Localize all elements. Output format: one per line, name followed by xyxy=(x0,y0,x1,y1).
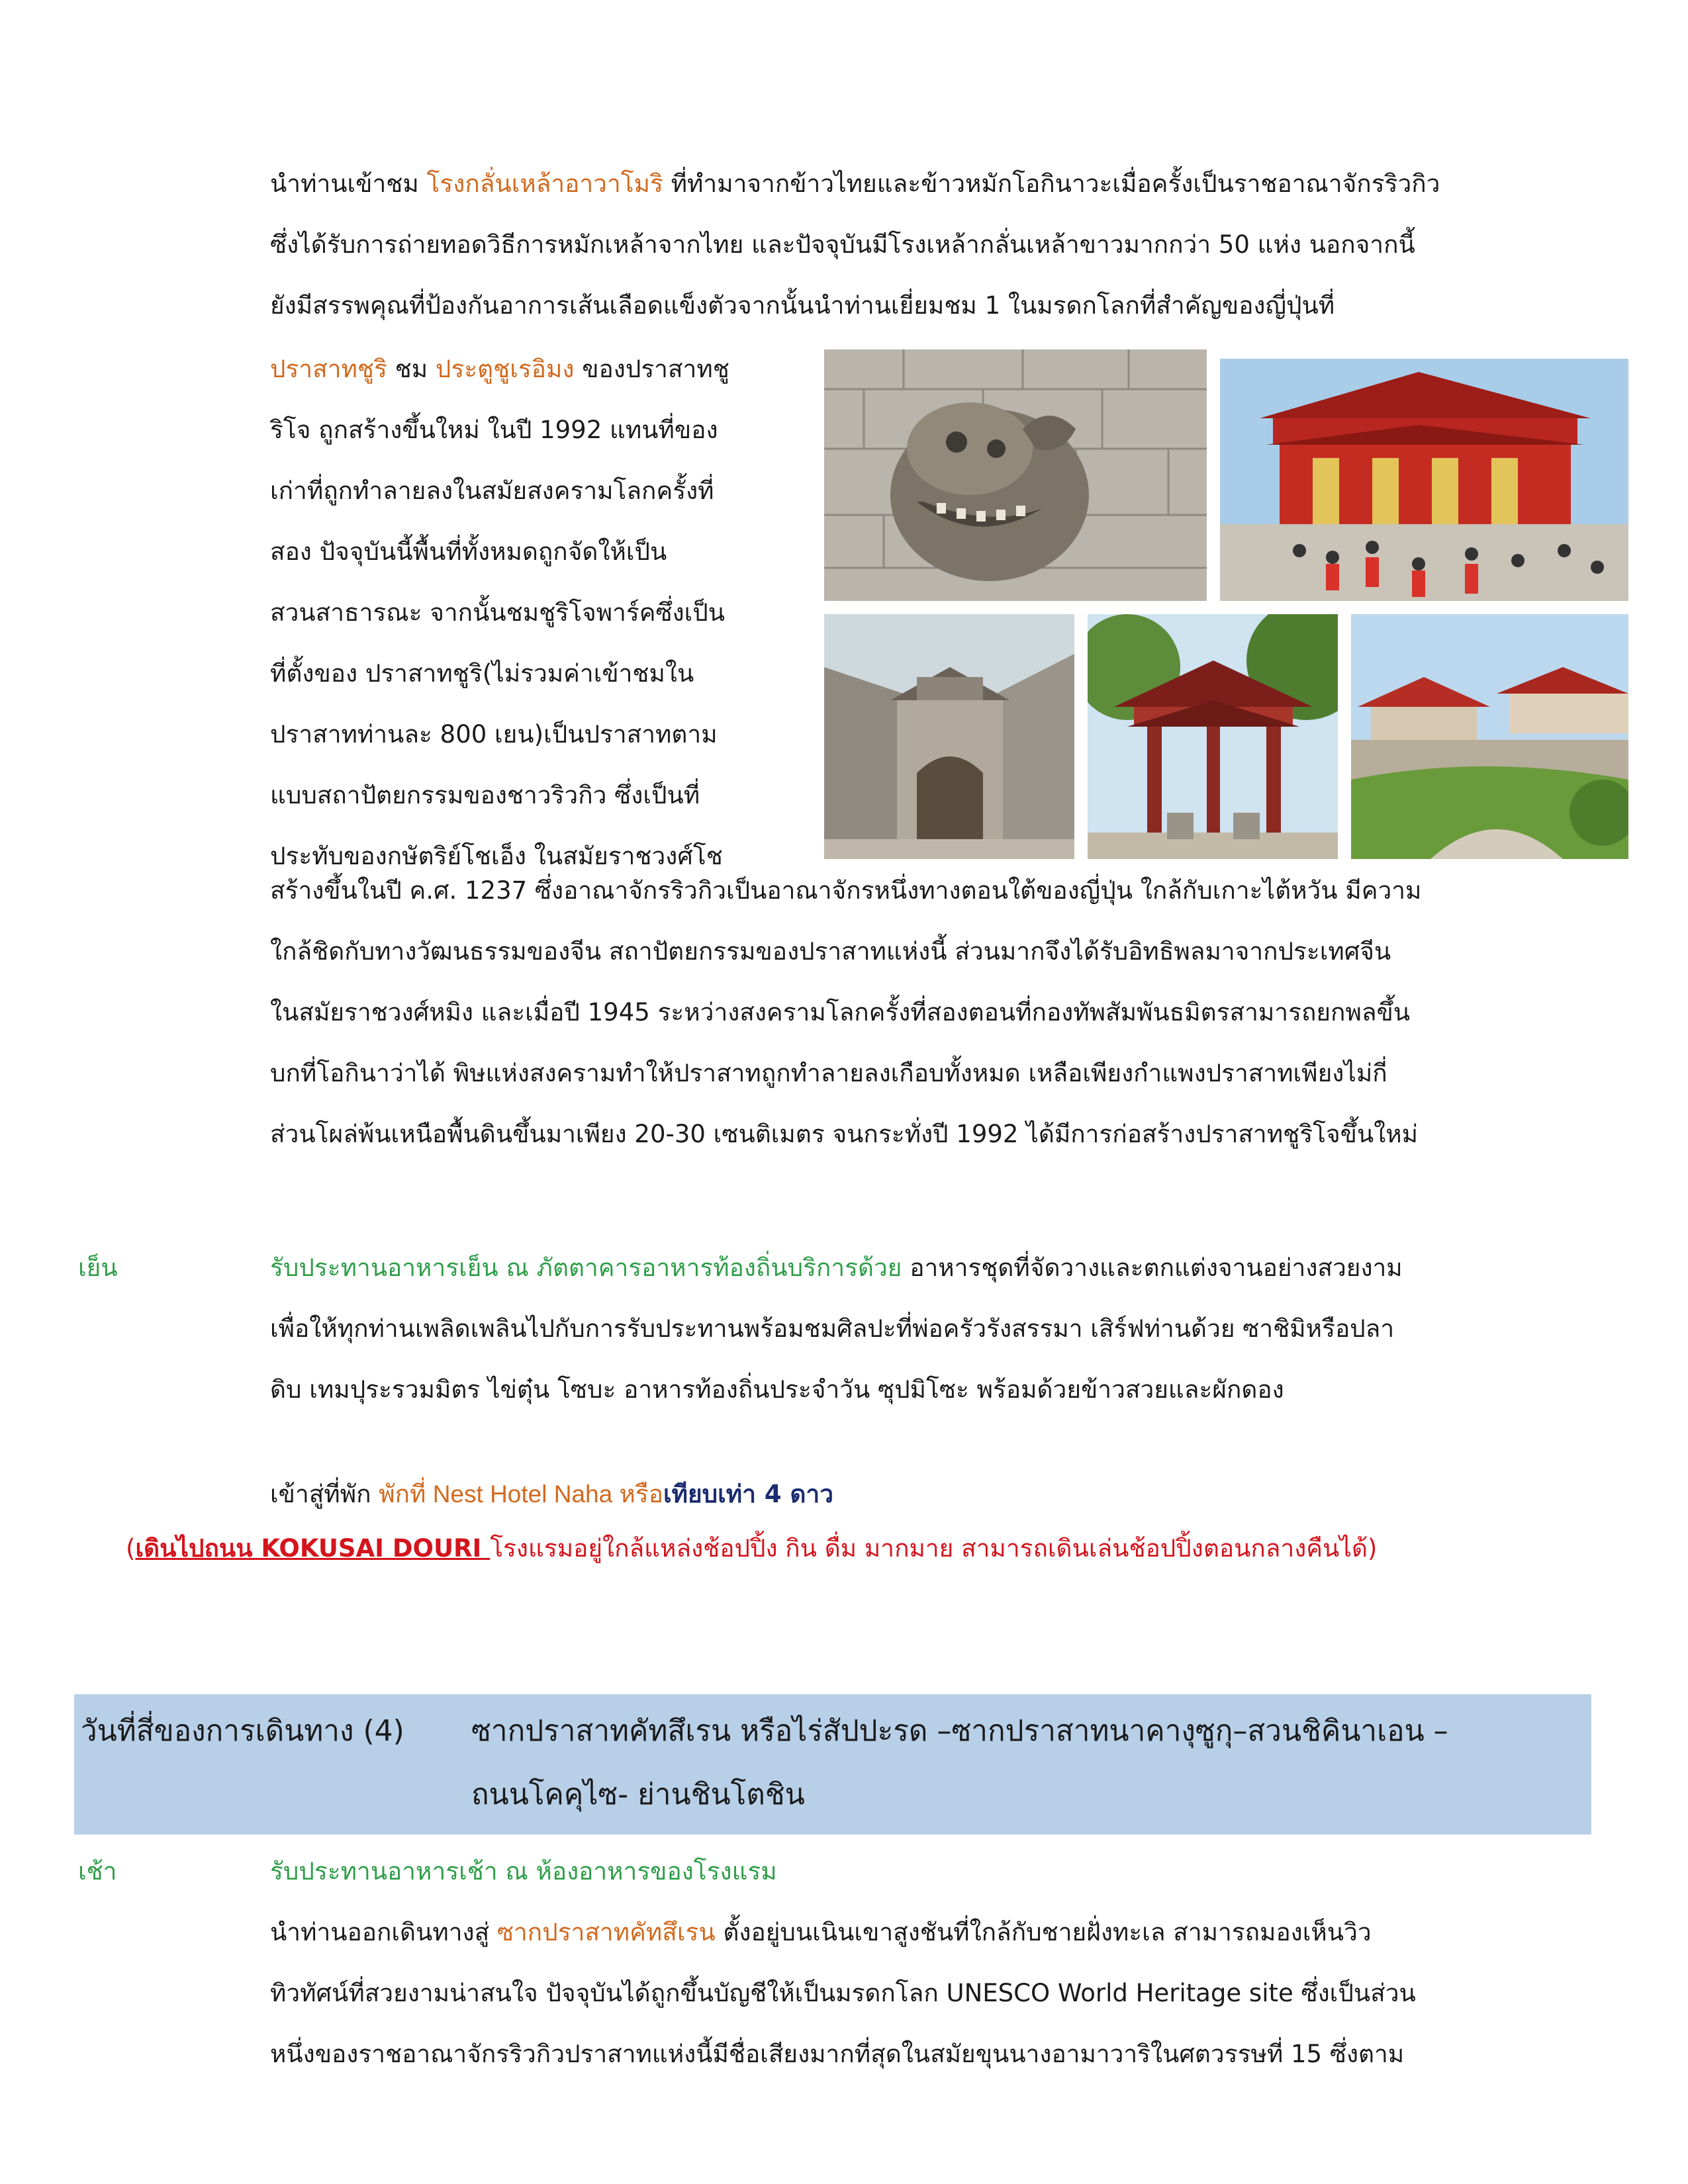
castle-rooftops-photo xyxy=(1351,614,1628,859)
text: โรงแรมอยู่ใกล้แหล่งช้อปปิ้ง กิน ดื่ม มากมาย สามารถเดินเล่นช้อปปิ้งตอนกลางคืนได้) xyxy=(490,1534,1378,1563)
text: ที่ทำมาจากข้าวไทยและข้าวหมักโอกินาวะเมื่อครั้งเป็นราชอาณาจักรริวกิว xyxy=(663,169,1440,198)
breakfast-label: เช้า xyxy=(78,1857,117,1886)
hotel-rating: เทียบเท่า 4 ดาว xyxy=(663,1480,834,1508)
route-line: ซากปราสาทคัทสึเรน หรือไร่สัปปะรด –ซากปราสาทนาคางุซูกุ–สวนชิคินาเอน – xyxy=(471,1714,1448,1748)
katsuren-highlight: ซากปราสาทคัทสึเรน xyxy=(496,1918,716,1946)
stone-gate-photo xyxy=(824,614,1074,859)
paragraph-line: บกที่โอกินาว่าได้ พิษแห่งสงครามทำให้ปราสาทถูกทำลายลงเกือบทั้งหมด เหลือเพียงกำแพงปราสาทเพียงไม่กี่ xyxy=(270,1059,1387,1087)
castle-description xyxy=(270,339,786,887)
shisa-lion-photo xyxy=(824,349,1207,601)
text: นำท่านเข้าชม xyxy=(270,169,427,198)
dinner-line xyxy=(270,1238,1403,1298)
text: ของปราสาทชู xyxy=(574,355,729,383)
shuri-castle-photo xyxy=(1220,359,1628,601)
day-route xyxy=(471,1700,1564,1827)
side-line: ที่ตั้งของ ปราสาทชูริ(ไม่รวมค่าเข้าชมใน xyxy=(270,659,694,688)
text: เข้าสู่ที่พัก xyxy=(270,1480,379,1508)
side-line: ริโจ ถูกสร้างขึ้นใหม่ ในปี 1992 แทนที่ของ xyxy=(270,416,718,444)
shureimon-photo xyxy=(1088,614,1338,859)
photo-collage xyxy=(824,349,1628,859)
side-line: เก่าที่ถูกทำลายลงในสมัยสงครามโลกครั้งที่ xyxy=(270,477,714,505)
side-line xyxy=(270,339,786,400)
paragraph-line: ยังมีสรรพคุณที่ป้องกันอาการเส้นเลือดแข็งตัวจากนั้นนำท่านเยี่ยมชม 1 ในมรดกโลกที่สำคัญของญี่ปุ่นที่ xyxy=(270,291,1335,320)
text: อาหารชุดที่จัดวางและตกแต่งจานอย่างสวยงาม xyxy=(902,1253,1403,1282)
breakfast-highlight: รับประทานอาหารเช้า ณ ห้องอาหารของโรงแรม xyxy=(270,1857,777,1886)
katsuren-line xyxy=(270,1902,1372,1963)
shuri-castle-highlight: ปราสาทชูริ xyxy=(270,355,387,383)
paragraph-line: ซึ่งได้รับการถ่ายทอดวิธีการหมักเหล้าจากไทย และปัจจุบันมีโรงเหล้ากลั่นเหล้าขาวมากกว่า 50 แห่ง นอกจากนี้ xyxy=(270,230,1415,259)
side-line: ประทับของกษัตริย์โชเอ็ง ในสมัยราชวงศ์โช xyxy=(270,842,723,870)
distillery-highlight: โรงกลั่นเหล้าอาวาโมริ xyxy=(426,169,663,198)
castle-history-paragraph xyxy=(270,860,1587,1165)
side-line: ปราสาทท่านละ 800 เยน)เป็นปราสาทตาม xyxy=(270,720,718,749)
kokusai-dori-link-text: เดินไปถนน KOKUSAI DOURI xyxy=(135,1534,491,1563)
hotel-name: พักที่ Nest Hotel Naha หรือ xyxy=(379,1480,663,1508)
day-label: วันที่สี่ของการเดินทาง (4) xyxy=(81,1714,404,1748)
dinner-highlight: รับประทานอาหารเย็น ณ ภัตตาคารอาหารท้องถิ่นบริการด้วย xyxy=(270,1253,902,1282)
side-line: สวนสาธารณะ จากนั้นชมชูริโจพาร์คซึ่งเป็น xyxy=(270,598,726,627)
text: ชม xyxy=(387,355,436,383)
hotel-note xyxy=(126,1518,1377,1579)
route-line: ถนนโคคุไซ- ย่านชินโตชิน xyxy=(471,1778,805,1811)
text: ตั้งอยู่บนเนินเขาสูงชันที่ใกล้กับชายฝั่งทะเล สามารถมองเห็นวิว xyxy=(715,1918,1372,1946)
dinner-label: เย็น xyxy=(78,1253,118,1282)
hotel-line xyxy=(270,1464,833,1525)
side-line: สอง ปัจจุบันนี้พื้นที่ทั้งหมดถูกจัดให้เป็น xyxy=(270,537,667,566)
shureimon-highlight: ประตูชูเรอิมง xyxy=(435,355,575,383)
text: นำท่านออกเดินทางสู่ xyxy=(270,1918,497,1946)
side-line: แบบสถาปัตยกรรมของชาวริวกิว ซึ่งเป็นที่ xyxy=(270,781,700,809)
paragraph-line xyxy=(270,154,1440,214)
day-four-banner xyxy=(74,1694,1591,1835)
text: ( xyxy=(126,1534,136,1563)
dinner-line: เพื่อให้ทุกท่านเพลิดเพลินไปกับการรับประทานพร้อมชมศิลปะที่พ่อครัวรังสรรมา เสิร์ฟท่านด้วย ซาชิมิหรือปลา xyxy=(270,1314,1395,1343)
paragraph-line: ใกล้ชิดกับทางวัฒนธรรมของจีน สถาปัตยกรรมของปราสาทแห่งนี้ ส่วนมากจึงได้รับอิทธิพลมาจากประเทศจีน xyxy=(270,937,1391,966)
paragraph-line: ส่วนโผล่พ้นเหนือพื้นดินขึ้นมาเพียง 20-30 เซนติเมตร จนกระทั่งปี 1992 ได้มีการก่อสร้างปราสาทชูริโจขึ้นใหม่ xyxy=(270,1120,1419,1148)
katsuren-line: ทิวทัศน์ที่สวยงามน่าสนใจ ปัจจุบันได้ถูกขึ้นบัญชีให้เป็นมรดกโลก UNESCO World Heritage site ซึ่งเป็นส่วน xyxy=(270,1979,1416,2007)
paragraph-line: สร้างขึ้นในปี ค.ศ. 1237 ซึ่งอาณาจักรริวกิวเป็นอาณาจักรหนึ่งทางตอนใต้ของญี่ปุ่น ใกล้กับเกาะไต้หวัน มีความ xyxy=(270,876,1422,905)
katsuren-line: หนึ่งของราชอาณาจักรริวกิวปราสาทแห่งนี้มีชื่อเสียงมากที่สุดในสมัยขุนนางอามาวาริในศตวรรษที่ 15 ซึ่งตาม xyxy=(270,2040,1405,2068)
dinner-line: ดิบ เทมปุระรวมมิตร ไข่ตุ๋น โซบะ อาหารท้องถิ่นประจำวัน ซุปมิโซะ พร้อมด้วยข้าวสวยและผักดอง xyxy=(270,1375,1284,1404)
paragraph-line: ในสมัยราชวงศ์หมิง และเมื่อปี 1945 ระหว่างสงครามโลกครั้งที่สองตอนที่กองทัพสัมพันธมิตรสามารถยกพลขึ้น xyxy=(270,998,1411,1026)
